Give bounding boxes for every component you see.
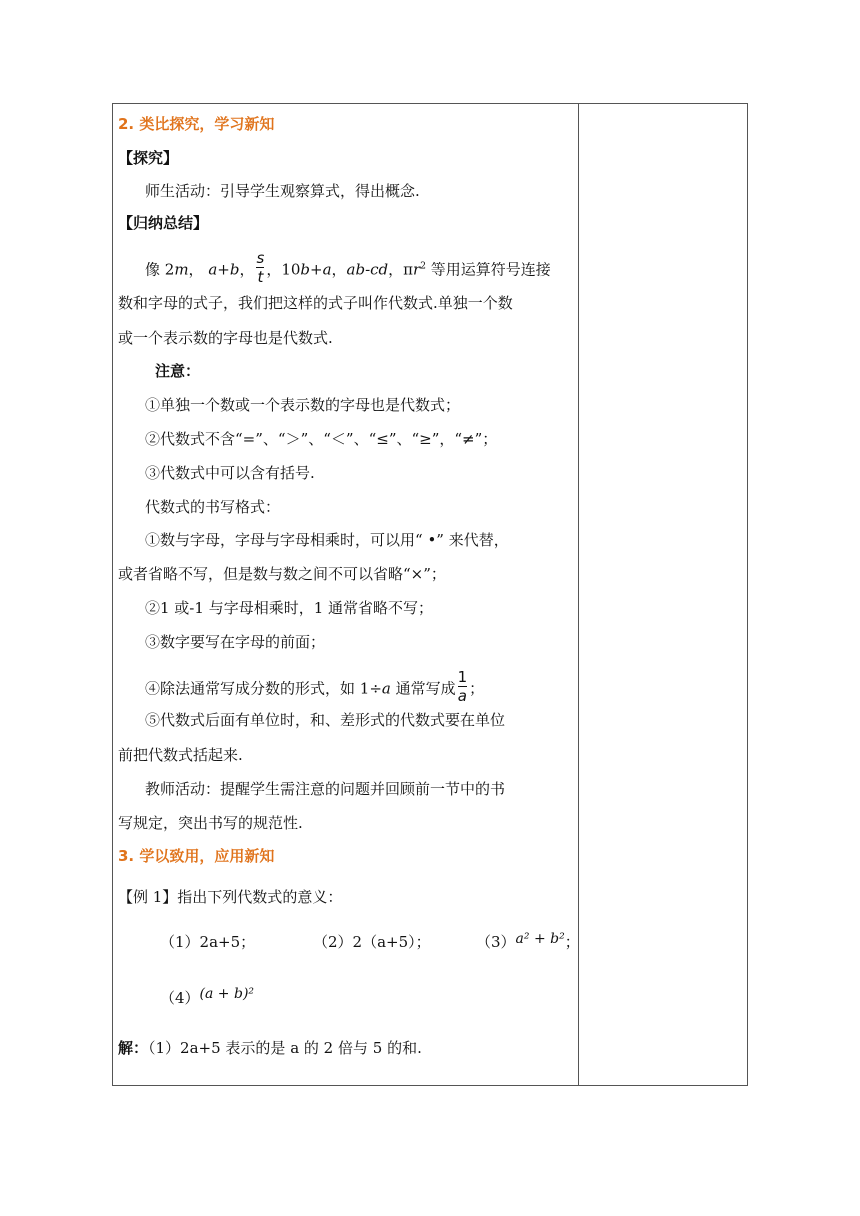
format-1b: 或者省略不写，但是数与数之间不可以省略“×”； — [118, 565, 446, 583]
activity-text: 师生活动：引导学生观察算式，得出概念. — [145, 182, 420, 200]
example-item-3 — [476, 932, 580, 953]
fraction-1-over-a — [458, 669, 468, 704]
solution-line — [118, 1038, 422, 1058]
note-label: 注意： — [155, 362, 201, 380]
format-1a: ①数与字母，字母与字母相乘时，可以用“ •” 来代替， — [145, 531, 509, 549]
section3-heading: 3. 学以致用，应用新知 — [118, 847, 275, 865]
format-title: 代数式的书写格式： — [145, 498, 281, 516]
format-5a: ⑤代数式后面有单位时，和、差形式的代数式要在单位 — [145, 711, 506, 729]
definition-line2: 数和字母的式子，我们把这样的式子叫作代数式.单独一个数 — [118, 294, 513, 312]
expr-sep2: ， — [331, 260, 347, 279]
explore-tag: 【探究】 — [118, 149, 179, 167]
expression-line — [145, 249, 551, 288]
expr-sep3: ，π — [388, 260, 414, 279]
item4-expression: (a + b)² — [199, 986, 255, 1002]
item3-expression: a² + b² — [515, 931, 565, 947]
example-item-1: （1）2a+5； — [160, 933, 256, 951]
format-2: ②1 或-1 与字母相乘时，1 通常省略不写； — [145, 599, 434, 617]
expr-abcd: ab-cd — [346, 260, 389, 279]
expr-plus: + — [217, 260, 230, 279]
expr-sep1: ， — [188, 260, 209, 279]
expr-comma: ， — [239, 260, 255, 279]
section2-heading: 2. 类比探究，学习新知 — [118, 115, 275, 133]
expr-r: r — [413, 260, 421, 279]
format-4 — [145, 668, 485, 707]
example-item-4 — [160, 988, 254, 1009]
expr-b2: b — [300, 260, 311, 279]
expr-after-frac: ，10 — [266, 260, 301, 279]
frac-numerator-1: 1 — [457, 668, 468, 686]
teacher-activity-b: 写规定，突出书写的规范性. — [118, 814, 303, 832]
fraction-s-over-t — [256, 250, 264, 285]
expr-b: b — [229, 260, 240, 279]
fmt4-end: ； — [469, 679, 485, 698]
teacher-activity-a: 教师活动：提醒学生需注意的问题并回顾前一节中的书 — [145, 780, 506, 798]
example-item-2: （2）2（a+5）； — [313, 933, 431, 951]
note-3: ③代数式中可以含有括号. — [145, 464, 315, 482]
example-title: 【例 1】指出下列代数式的意义： — [118, 888, 343, 906]
expr-intro: 像 2 — [145, 260, 175, 279]
note-1: ①单独一个数或一个表示数的字母也是代数式； — [145, 396, 461, 414]
frac-denominator-a: a — [457, 687, 467, 705]
frac-numerator: s — [256, 249, 265, 267]
item4-label: （4） — [160, 989, 200, 1007]
fmt4-a: a — [381, 679, 391, 698]
expr-a: a — [208, 260, 218, 279]
frac-denominator: t — [257, 268, 264, 286]
item3-end: ； — [564, 933, 580, 951]
fmt4-pre: ④除法通常写成分数的形式，如 1÷ — [145, 679, 382, 698]
summary-tag: 【归纳总结】 — [118, 214, 209, 232]
format-3: ③数字要写在字母的前面； — [145, 633, 326, 651]
expr-sup2: 2 — [420, 261, 426, 272]
format-5b: 前把代数式括起来. — [118, 746, 243, 764]
solution-label: 解： — [118, 1039, 149, 1057]
definition-line3: 或一个表示数的字母也是代数式. — [118, 329, 333, 347]
note-2: ②代数式不含“=”、“＞”、“＜”、“≤”、“≥”，“≠”； — [145, 430, 498, 448]
item3-label: （3） — [476, 933, 516, 951]
fmt4-mid: 通常写成 — [390, 679, 456, 698]
solution-text: （1）2a+5 表示的是 a 的 2 倍与 5 的和. — [148, 1039, 422, 1057]
expr-m: m — [174, 260, 189, 279]
expr-plus-a: +a — [310, 260, 332, 279]
expr-tail: 等用运算符号连接 — [425, 260, 551, 279]
